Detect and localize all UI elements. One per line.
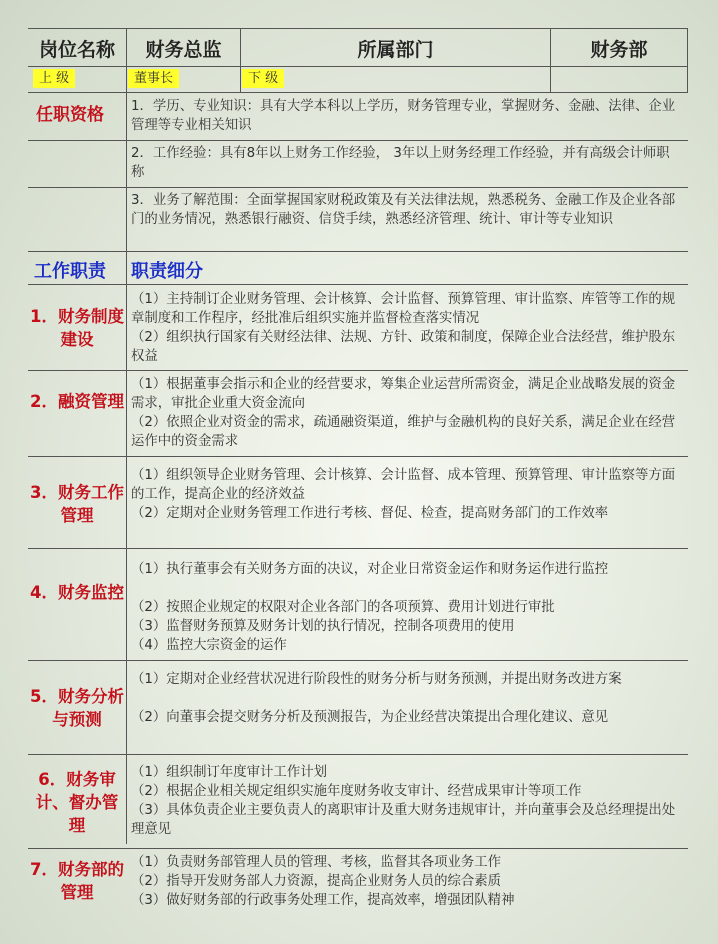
header-department-value: 财务部 — [590, 38, 648, 61]
duty-item: （1）根据董事会指示和企业的经营要求，筹集企业运营所需资金，满足企业战略发展的资金需求，审批企业重大资金流向 — [131, 377, 676, 411]
duty-title: 3．财务工作管理 — [30, 483, 124, 525]
duty-item: （1）组织制订年度审计工作计划 — [131, 765, 327, 780]
duty-item: （1）主持制订企业财务管理、会计核算、会计监督、预算管理、审计监察、库管等工作的规章制度和工作程序，经批准后组织实施并监督检查落实情况 — [131, 292, 676, 326]
duty-item: （2）定期对企业财务管理工作进行考核、督促、检查，提高财务部门的工作效率 — [131, 506, 609, 521]
duty-title: 6．财务审计、督办管理 — [35, 770, 119, 835]
duty-item: （3）具体负责企业主要负责人的离职审计及重大财务违规审计，并向董事会及总经理提出处理意见 — [131, 803, 676, 837]
duty-item: （2）根据企业相关规定组织实施年度财务收支审计、经营成果审计等项工作 — [131, 784, 582, 799]
rule — [28, 251, 688, 252]
duty-item: （1）执行董事会有关财务方面的决议，对企业日常资金运作和财务运作进行监控 — [131, 562, 609, 577]
duty-item: （2）向董事会提交财务分析及预测报告，为企业经营决策提出合理化建议、意见 — [131, 710, 609, 725]
duty-item: （1）组织领导企业财务管理、会计核算、会计监督、成本管理、预算管理、审计监察等方面的工作，提高企业的经济效益 — [131, 468, 676, 502]
duty-item: （1）负责财务部管理人员的管理、考核，监督其各项业务工作 — [131, 855, 502, 870]
duty-item: （2）按照企业规定的权限对企业各部门的各项预算、费用计划进行审批 — [131, 600, 555, 615]
duty-title: 1．财务制度建设 — [30, 307, 124, 349]
rule — [28, 284, 688, 285]
duties-detail-label: 职责细分 — [131, 261, 203, 282]
duty-item: （2）组织执行国家有关财经法律、法规、方针、政策和制度，保障企业合法经营，维护股东权益 — [131, 330, 676, 364]
superior-label: 上 级 — [33, 69, 75, 88]
qualification-item: 1．学历、专业知识：具有大学本科以上学历，财务管理专业，掌握财务、金融、法律、企业管理等专业相关知识 — [131, 99, 676, 133]
qualifications-label: 任职资格 — [36, 105, 104, 125]
rule — [28, 92, 688, 93]
rule — [28, 754, 688, 755]
header-job-title-label: 岗位名称 — [38, 38, 115, 61]
rule — [28, 140, 688, 141]
duty-item: （3）做好财务部的行政事务处理工作，提高效率，增强团队精神 — [131, 893, 515, 908]
rule — [28, 456, 688, 457]
rule — [28, 660, 688, 661]
rule — [28, 66, 688, 67]
rule — [28, 28, 688, 29]
rule — [28, 370, 688, 371]
header-job-title-value: 财务总监 — [145, 38, 222, 61]
rule — [28, 187, 688, 188]
qualification-item: 2．工作经验：具有8年以上财务工作经验， 3年以上财务经理工作经验，并有高级会计师职称 — [131, 146, 670, 180]
duty-item: （1）定期对企业经营状况进行阶段性的财务分析与财务预测，并提出财务改进方案 — [131, 672, 622, 687]
rule — [687, 28, 688, 92]
header-department-label: 所属部门 — [357, 38, 434, 61]
rule — [28, 548, 688, 549]
duty-item: （2）依照企业对资金的需求，疏通融资渠道，维护与金融机构的良好关系，满足企业在经营运作中的资金需求 — [131, 415, 676, 449]
duty-title: 4．财务监控 — [30, 583, 124, 602]
duties-label: 工作职责 — [34, 261, 106, 282]
rule — [28, 848, 688, 849]
duty-item: （2）指导开发财务部人力资源，提高企业财务人员的综合素质 — [131, 874, 502, 889]
subordinate-label: 下 级 — [242, 69, 284, 88]
duty-title: 7．财务部的管理 — [30, 860, 124, 902]
duty-title: 2．融资管理 — [30, 392, 124, 411]
duty-item: （4）监控大宗资金的运作 — [131, 638, 287, 653]
superior-value: 董事长 — [128, 69, 179, 88]
duty-title: 5．财务分析与预测 — [30, 687, 124, 729]
duty-item: （3）监督财务预算及财务计划的执行情况，控制各项费用的使用 — [131, 619, 515, 634]
qualification-item: 3．业务了解范围：全面掌握国家财税政策及有关法律法规，熟悉税务、金融工作及企业各部门的业务情况，熟悉银行融资、信贷手续，熟悉经济管理、统计、审计等专业知识 — [131, 193, 676, 227]
rule — [126, 28, 127, 844]
